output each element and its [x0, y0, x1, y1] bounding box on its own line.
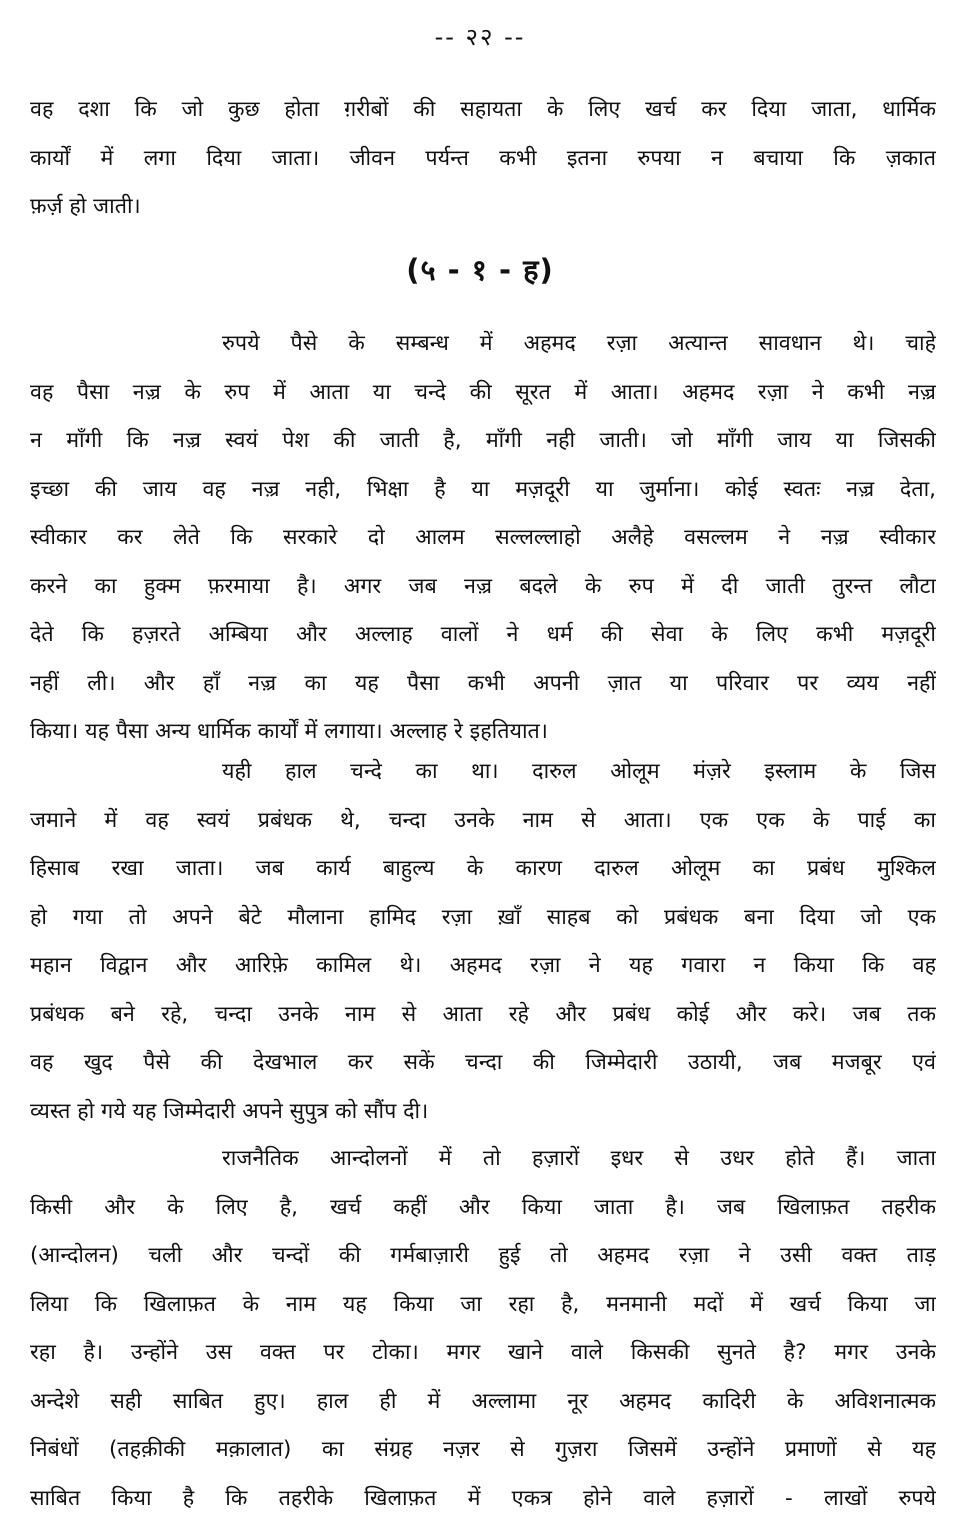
paragraph-zakat [30, 86, 936, 232]
paragraph-chanda [30, 748, 936, 1136]
section-heading: (५ - १ - ह) [0, 252, 960, 288]
text-line: लिया कि खिलाफ़त के नाम यह किया जा रहा है, मनमानी मदों में खर्च किया जा [30, 1281, 936, 1330]
text-line: यही हाल चन्दे का था। दारुल ओलूम मंज़रे इस्लाम के जिस [30, 748, 936, 797]
text-line: वह पैसा नज़्र के रुप में आता या चन्दे की सूरत में आता। अहमद रज़ा ने कभी नज़्र [30, 369, 936, 418]
text-line: किया। यह पैसा अन्य धार्मिक कार्यों में लगाया। अल्लाह रे इहतियात। [30, 708, 936, 757]
text-line: व्यस्त हो गये यह जिम्मेदारी अपने सुपुत्र को सौंप दी। [30, 1088, 936, 1137]
paragraph-nazr [30, 320, 936, 757]
text-line: न माँगी कि नज़्र स्वयं पेश की जाती है, माँगी नही जाती। जो माँगी जाय या जिसकी [30, 417, 936, 466]
text-line: फ़र्ज़ हो जाती। [30, 183, 936, 232]
text-line: (आन्दोलन) चली और चन्दों की गर्मबाज़ारी हुई तो अहमद रज़ा ने उसी वक्त ताड़ [30, 1232, 936, 1281]
text-line: निबंधों (तहक़ीकी मक़ालात) का संग्रह नज़र से गुज़रा जिसमें उन्होंने प्रमाणों से यह [30, 1426, 936, 1475]
text-line: रहा है। उन्होंने उस वक्त पर टोका। मगर खाने वाले किसकी सुनते है? मगर उनके [30, 1329, 936, 1378]
text-line: साबित किया है कि तहरीके खिलाफ़त में एकत्र होने वाले हज़ारों - लाखों रुपये [30, 1475, 936, 1523]
text-line: हो गया तो अपने बेटे मौलाना हामिद रज़ा ख़ाँ साहब को प्रबंधक बना दिया जो एक [30, 894, 936, 943]
text-line: किसी और के लिए है, खर्च कहीं और किया जाता है। जब खिलाफ़त तहरीक [30, 1184, 936, 1233]
page-number: -- २२ -- [0, 22, 960, 52]
text-line: रुपये पैसे के सम्बन्ध में अहमद रज़ा अत्यान्त सावधान थे। चाहे [30, 320, 936, 369]
text-line: वह दशा कि जो कुछ होता ग़रीबों की सहायता के लिए खर्च कर दिया जाता, धार्मिक [30, 86, 936, 135]
paragraph-khilafat [30, 1135, 936, 1523]
text-line: महान विद्वान और आरिफ़े कामिल थे। अहमद रज़ा ने यह गवारा न किया कि वह [30, 942, 936, 991]
text-line: देते कि हज़रते अम्बिया और अल्लाह वालों ने धर्म की सेवा के लिए कभी मज़दूरी [30, 611, 936, 660]
text-line: जमाने में वह स्वयं प्रबंधक थे, चन्दा उनके नाम से आता। एक एक के पाई का [30, 797, 936, 846]
text-line: करने का हुक्म फ़रमाया है। अगर जब नज़्र बदले के रुप में दी जाती तुरन्त लौटा [30, 563, 936, 612]
text-line: राजनैतिक आन्दोलनों में तो हज़ारों इधर से उधर होते हैं। जाता [30, 1135, 936, 1184]
text-line: कार्यों में लगा दिया जाता। जीवन पर्यन्त कभी इतना रुपया न बचाया कि ज़कात [30, 135, 936, 184]
text-line: स्वीकार कर लेते कि सरकारे दो आलम सल्लल्लाहो अलैहे वसल्लम ने नज़्र स्वीकार [30, 514, 936, 563]
text-line: वह खुद पैसे की देखभाल कर सकें चन्दा की जिम्मेदारी उठायी, जब मजबूर एवं [30, 1039, 936, 1088]
text-line: हिसाब रखा जाता। जब कार्य बाहुल्य के कारण दारुल ओलूम का प्रबंध मुश्किल [30, 845, 936, 894]
text-line: प्रबंधक बने रहे, चन्दा उनके नाम से आता रहे और प्रबंध कोई और करे। जब तक [30, 991, 936, 1040]
text-line: अन्देशे सही साबित हुए। हाल ही में अल्लामा नूर अहमद कादिरी के अविशनात्मक [30, 1378, 936, 1427]
text-line: नहीं ली। और हाँ नज़्र का यह पैसा कभी अपनी ज़ात या परिवार पर व्यय नहीं [30, 660, 936, 709]
text-line: इच्छा की जाय वह नज़्र नही, भिक्षा है या मज़दूरी या जुर्माना। कोई स्वतः नज़्र देता, [30, 466, 936, 515]
